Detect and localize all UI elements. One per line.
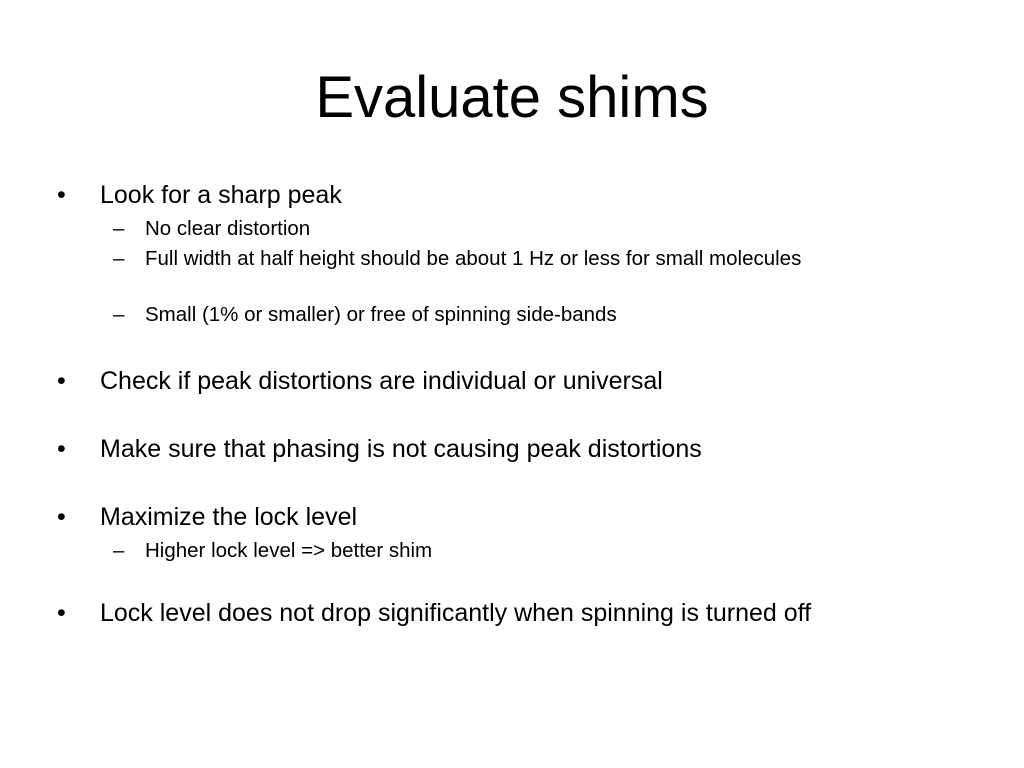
sub-bullet-dash: – [113,539,125,562]
slide-title: Evaluate shims [315,65,709,130]
sub-bullet-dash: – [113,303,125,326]
bullet-dot: • [57,599,66,627]
bullet-item [57,598,812,628]
sub-bullet-text: No clear distortion [145,217,311,240]
sub-bullet-dash: – [113,217,125,240]
sub-bullet-text: Higher lock level => better shim [145,539,433,562]
sub-bullet-text: Small (1% or smaller) or free of spinning side-bands [145,303,617,326]
sub-bullet-item [113,302,865,327]
bullet-dot: • [57,367,66,395]
bullet-dot: • [57,503,66,531]
sub-bullet-item [113,246,865,271]
bullet-text: Lock level does not drop significantly when spinning is turned off [100,599,812,627]
sub-bullet-dash: – [113,247,125,270]
bullet-item [57,434,702,464]
bullet-text: Check if peak distortions are individual or universal [100,367,663,395]
bullet-dot: • [57,435,66,463]
sub-bullet-text: Full width at half height should be about 1 Hz or less for small molecules [145,247,802,270]
sub-bullet-item [113,216,865,241]
bullet-item [57,180,342,210]
bullet-text: Maximize the lock level [100,503,358,531]
bullet-text: Look for a sharp peak [100,181,342,209]
bullet-dot: • [57,181,66,209]
sub-bullet-item [113,538,865,563]
bullet-item [57,502,358,532]
bullet-item [57,366,663,396]
bullet-text: Make sure that phasing is not causing peak distortions [100,435,702,463]
